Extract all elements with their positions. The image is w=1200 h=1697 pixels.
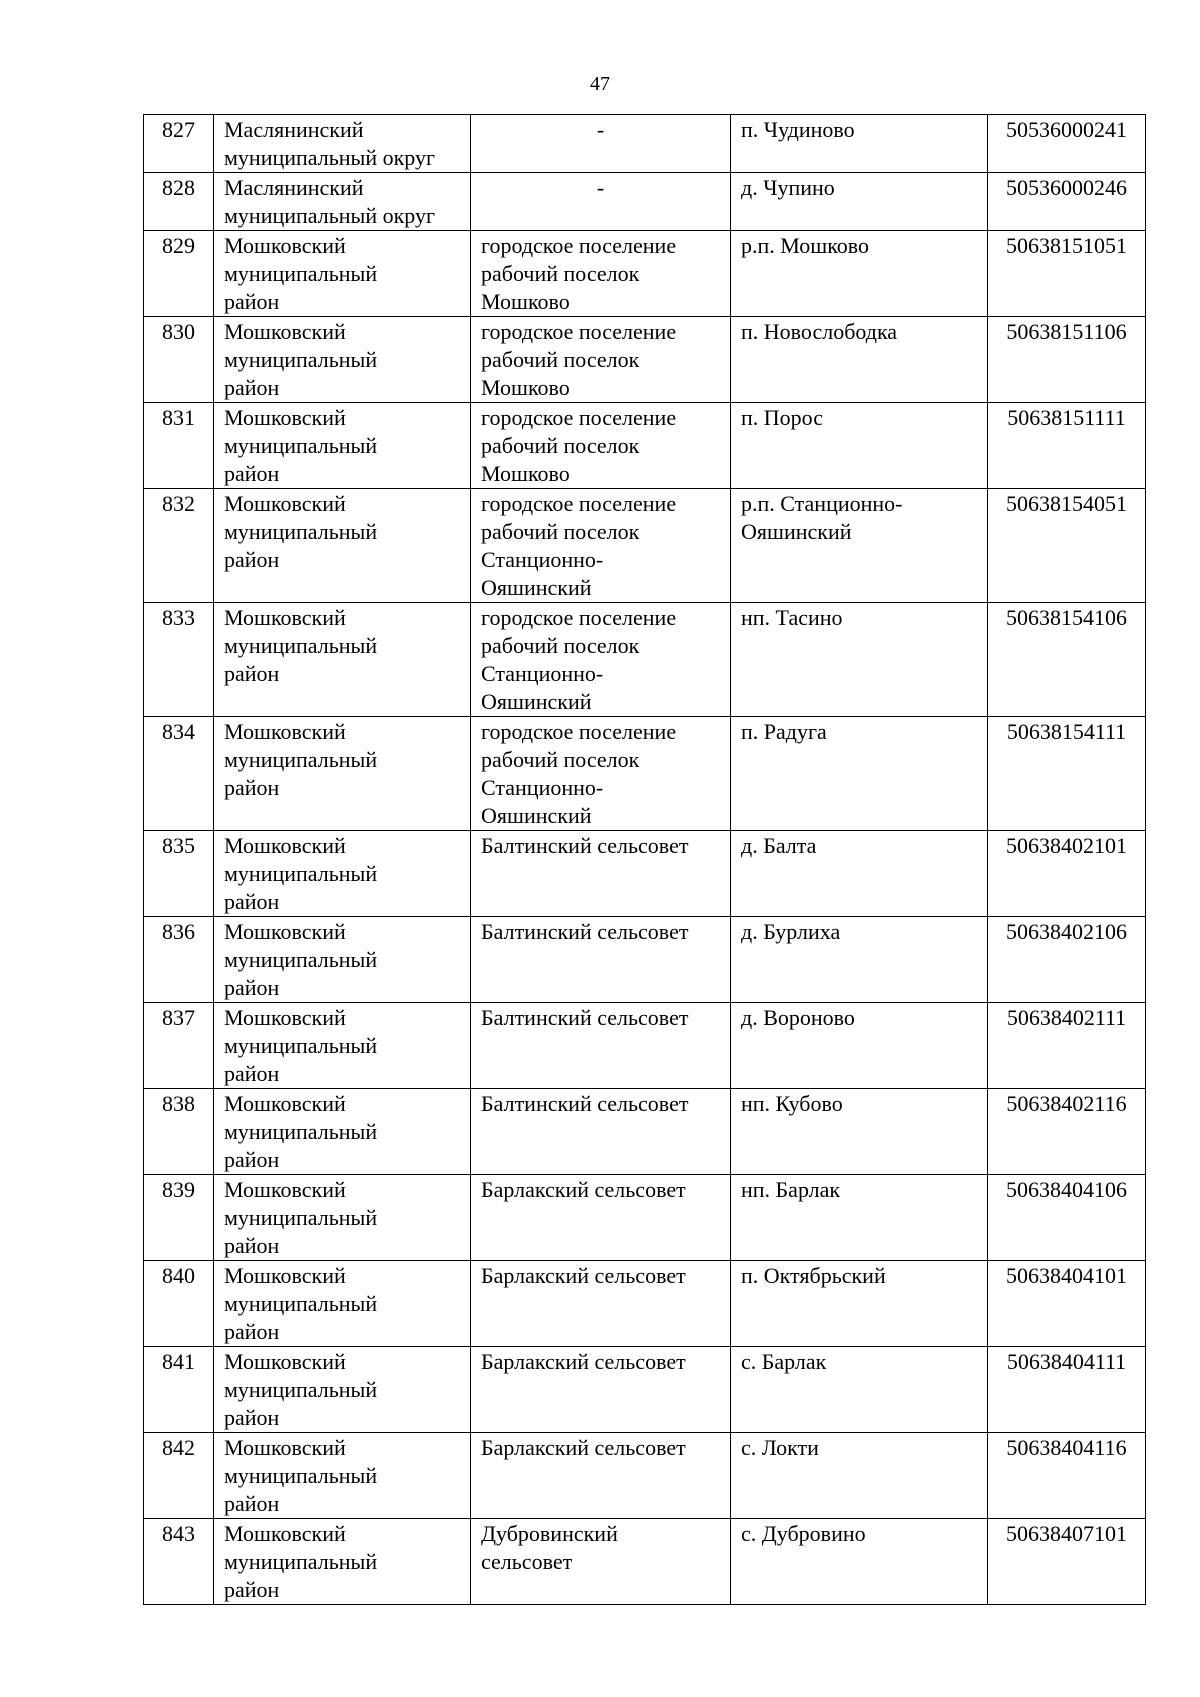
row-number: 828: [144, 173, 214, 231]
row-number: 836: [144, 917, 214, 1003]
municipality-cell: Мошковский муниципальный район: [214, 917, 471, 1003]
table-row: [144, 1347, 1146, 1433]
oktmo-code-cell: 50638151106: [988, 317, 1146, 403]
page-number: 47: [590, 73, 610, 95]
settlement-cell: Барлакский сельсовет: [471, 1261, 731, 1347]
table-body: [144, 115, 1146, 1605]
row-number: 827: [144, 115, 214, 173]
oktmo-code-cell: 50638154106: [988, 603, 1146, 717]
settlement-cell: Балтинский сельсовет: [471, 1089, 731, 1175]
municipality-cell: Мошковский муниципальный район: [214, 1089, 471, 1175]
row-number: 843: [144, 1519, 214, 1605]
row-number: 830: [144, 317, 214, 403]
oktmo-code-cell: 50638154111: [988, 717, 1146, 831]
settlement-cell: Барлакский сельсовет: [471, 1347, 731, 1433]
locality-cell: п. Чудиново: [731, 115, 988, 173]
row-number: 837: [144, 1003, 214, 1089]
locality-cell: нп. Барлак: [731, 1175, 988, 1261]
row-number: 833: [144, 603, 214, 717]
row-number: 842: [144, 1433, 214, 1519]
locality-cell: п. Радуга: [731, 717, 988, 831]
row-number: 841: [144, 1347, 214, 1433]
table-row: [144, 1089, 1146, 1175]
table-row: [144, 1519, 1146, 1605]
oktmo-code-cell: 50638151111: [988, 403, 1146, 489]
municipality-cell: Мошковский муниципальный район: [214, 317, 471, 403]
municipality-cell: Мошковский муниципальный район: [214, 1003, 471, 1089]
oktmo-code-cell: 50638151051: [988, 231, 1146, 317]
row-number: 831: [144, 403, 214, 489]
table-row: [144, 917, 1146, 1003]
locality-cell: д. Бурлиха: [731, 917, 988, 1003]
locality-cell: нп. Кубово: [731, 1089, 988, 1175]
settlement-cell: -: [471, 115, 731, 173]
locality-cell: с. Локти: [731, 1433, 988, 1519]
municipality-cell: Маслянинский муниципальный округ: [214, 173, 471, 231]
settlement-cell: городское поселение рабочий поселок Станционно- Ояшинский: [471, 489, 731, 603]
locality-cell: нп. Тасино: [731, 603, 988, 717]
municipality-cell: Мошковский муниципальный район: [214, 831, 471, 917]
settlement-cell: городское поселение рабочий поселок Мошково: [471, 231, 731, 317]
table-row: [144, 831, 1146, 917]
municipality-cell: Мошковский муниципальный район: [214, 403, 471, 489]
oktmo-code-cell: 50638402116: [988, 1089, 1146, 1175]
municipality-cell: Мошковский муниципальный район: [214, 1261, 471, 1347]
municipality-cell: Мошковский муниципальный район: [214, 1519, 471, 1605]
row-number: 832: [144, 489, 214, 603]
locality-cell: р.п. Мошково: [731, 231, 988, 317]
oktmo-code-cell: 50638402101: [988, 831, 1146, 917]
settlement-cell: -: [471, 173, 731, 231]
settlement-cell: Балтинский сельсовет: [471, 831, 731, 917]
row-number: 834: [144, 717, 214, 831]
municipality-cell: Мошковский муниципальный район: [214, 489, 471, 603]
oktmo-code-cell: 50638402106: [988, 917, 1146, 1003]
locality-cell: р.п. Станционно- Ояшинский: [731, 489, 988, 603]
row-number: 829: [144, 231, 214, 317]
table-row: [144, 403, 1146, 489]
oktmo-code-cell: 50638404106: [988, 1175, 1146, 1261]
settlement-cell: городское поселение рабочий поселок Станционно- Ояшинский: [471, 717, 731, 831]
row-number: 835: [144, 831, 214, 917]
settlement-cell: Балтинский сельсовет: [471, 1003, 731, 1089]
locality-cell: д. Вороново: [731, 1003, 988, 1089]
oktmo-code-cell: 50638154051: [988, 489, 1146, 603]
locality-cell: п. Порос: [731, 403, 988, 489]
locality-cell: с. Дубровино: [731, 1519, 988, 1605]
oktmo-code-cell: 50536000246: [988, 173, 1146, 231]
oktmo-code-cell: 50638407101: [988, 1519, 1146, 1605]
municipality-cell: Маслянинский муниципальный округ: [214, 115, 471, 173]
settlement-cell: городское поселение рабочий поселок Станционно- Ояшинский: [471, 603, 731, 717]
table-row: [144, 317, 1146, 403]
municipality-cell: Мошковский муниципальный район: [214, 1433, 471, 1519]
municipality-cell: Мошковский муниципальный район: [214, 231, 471, 317]
row-number: 838: [144, 1089, 214, 1175]
table-row: [144, 1003, 1146, 1089]
oktmo-code-cell: 50638404111: [988, 1347, 1146, 1433]
oktmo-code-cell: 50638402111: [988, 1003, 1146, 1089]
table-row: [144, 489, 1146, 603]
settlement-cell: Дубровинский сельсовет: [471, 1519, 731, 1605]
table-row: [144, 173, 1146, 231]
locality-cell: д. Чупино: [731, 173, 988, 231]
municipality-cell: Мошковский муниципальный район: [214, 717, 471, 831]
row-number: 840: [144, 1261, 214, 1347]
oktmo-code-cell: 50638404101: [988, 1261, 1146, 1347]
table-row: [144, 717, 1146, 831]
settlement-cell: Барлакский сельсовет: [471, 1175, 731, 1261]
locality-cell: с. Барлак: [731, 1347, 988, 1433]
locality-cell: п. Новослободка: [731, 317, 988, 403]
table-row: [144, 1261, 1146, 1347]
settlement-registry-table: [143, 114, 1146, 1605]
table-row: [144, 231, 1146, 317]
settlement-cell: городское поселение рабочий поселок Мошково: [471, 317, 731, 403]
oktmo-code-cell: 50536000241: [988, 115, 1146, 173]
table-row: [144, 115, 1146, 173]
municipality-cell: Мошковский муниципальный район: [214, 603, 471, 717]
row-number: 839: [144, 1175, 214, 1261]
oktmo-code-cell: 50638404116: [988, 1433, 1146, 1519]
locality-cell: д. Балта: [731, 831, 988, 917]
table-row: [144, 603, 1146, 717]
settlement-cell: Балтинский сельсовет: [471, 917, 731, 1003]
municipality-cell: Мошковский муниципальный район: [214, 1175, 471, 1261]
settlement-cell: Барлакский сельсовет: [471, 1433, 731, 1519]
municipality-cell: Мошковский муниципальный район: [214, 1347, 471, 1433]
table-row: [144, 1433, 1146, 1519]
settlement-cell: городское поселение рабочий поселок Мошково: [471, 403, 731, 489]
locality-cell: п. Октябрьский: [731, 1261, 988, 1347]
table-row: [144, 1175, 1146, 1261]
